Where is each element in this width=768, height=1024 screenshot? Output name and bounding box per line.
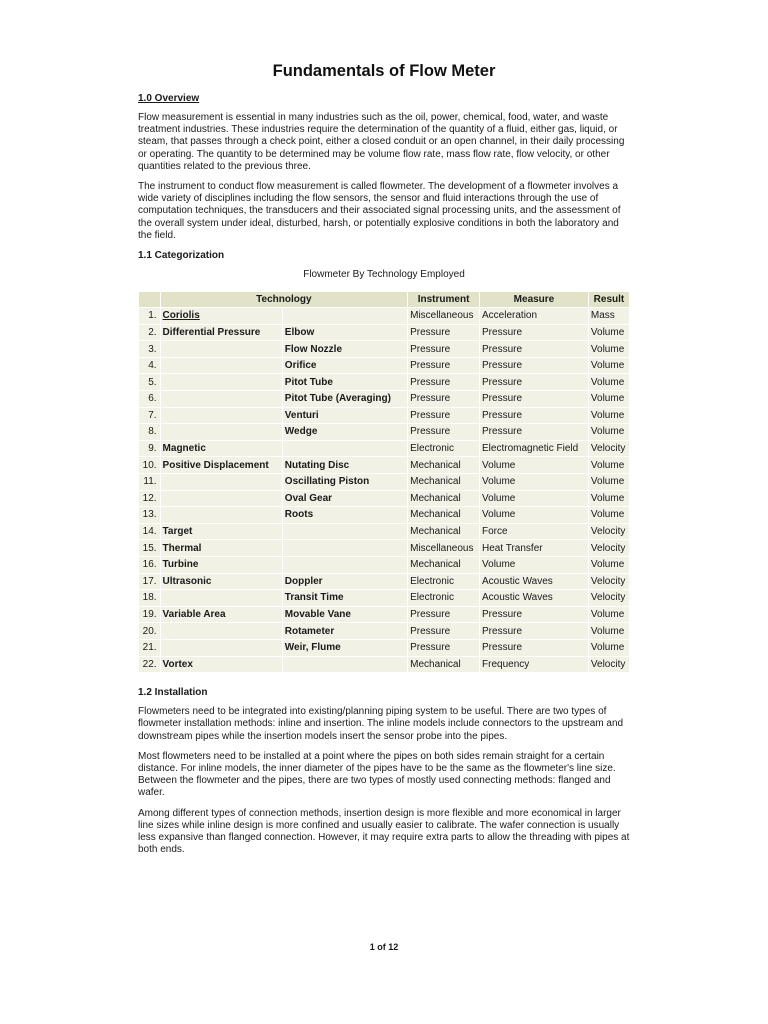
- row-number: 12.: [139, 491, 160, 507]
- technology-cell: Target: [161, 524, 282, 540]
- instrument-cell: Pressure: [408, 424, 479, 440]
- table-row: [139, 325, 629, 341]
- technology-cell: [161, 408, 282, 424]
- instrument-cell: Mechanical: [408, 507, 479, 523]
- technology-cell: [161, 374, 282, 390]
- measure-cell: Pressure: [480, 341, 588, 357]
- table-row: [139, 607, 629, 623]
- result-cell: Volume: [589, 491, 629, 507]
- technology-cell: [161, 424, 282, 440]
- table-row: [139, 474, 629, 490]
- subtype-cell: Transit Time: [283, 590, 407, 606]
- measure-cell: Electromagnetic Field: [480, 441, 588, 457]
- table-row: [139, 574, 629, 590]
- result-cell: Volume: [589, 325, 629, 341]
- instrument-cell: Electronic: [408, 441, 479, 457]
- instrument-cell: Pressure: [408, 640, 479, 656]
- measure-cell: Heat Transfer: [480, 540, 588, 556]
- subtype-cell: Weir, Flume: [283, 640, 407, 656]
- measure-cell: Acoustic Waves: [480, 574, 588, 590]
- subtype-cell: Flow Nozzle: [283, 341, 407, 357]
- result-cell: Velocity: [589, 590, 629, 606]
- subtype-cell: Oscillating Piston: [283, 474, 407, 490]
- table-row: [139, 507, 629, 523]
- row-number: 10.: [139, 457, 160, 473]
- result-cell: Volume: [589, 424, 629, 440]
- subtype-cell: [283, 540, 407, 556]
- header-result: Result: [589, 292, 629, 307]
- row-number: 11.: [139, 474, 160, 490]
- subtype-cell: [283, 657, 407, 673]
- result-cell: Volume: [589, 341, 629, 357]
- technology-cell: [161, 590, 282, 606]
- table-row: [139, 374, 629, 390]
- result-cell: Volume: [589, 408, 629, 424]
- result-cell: Velocity: [589, 540, 629, 556]
- result-cell: Volume: [589, 391, 629, 407]
- instrument-cell: Miscellaneous: [408, 540, 479, 556]
- technology-cell: Coriolis: [161, 308, 282, 324]
- instrument-cell: Mechanical: [408, 457, 479, 473]
- result-cell: Volume: [589, 374, 629, 390]
- instrument-cell: Mechanical: [408, 474, 479, 490]
- result-cell: Volume: [589, 457, 629, 473]
- technology-cell: [161, 474, 282, 490]
- instrument-cell: Miscellaneous: [408, 308, 479, 324]
- measure-cell: Pressure: [480, 607, 588, 623]
- result-cell: Velocity: [589, 657, 629, 673]
- table-row: [139, 657, 629, 673]
- measure-cell: Pressure: [480, 325, 588, 341]
- result-cell: Volume: [589, 623, 629, 639]
- subtype-cell: [283, 308, 407, 324]
- instrument-cell: Mechanical: [408, 557, 479, 573]
- instrument-cell: Mechanical: [408, 491, 479, 507]
- row-number: 8.: [139, 424, 160, 440]
- measure-cell: Pressure: [480, 623, 588, 639]
- technology-cell: [161, 358, 282, 374]
- subtype-cell: Pitot Tube: [283, 374, 407, 390]
- result-cell: Volume: [589, 507, 629, 523]
- result-cell: Volume: [589, 474, 629, 490]
- subtype-cell: Venturi: [283, 408, 407, 424]
- result-cell: Mass: [589, 308, 629, 324]
- instrument-cell: Pressure: [408, 374, 479, 390]
- table-row: [139, 391, 629, 407]
- overview-paragraph-2: The instrument to conduct flow measurement is called flowmeter. The development of a flowmeter involves a wide variety of disciplines including the flow sensors, the sensor and fluid interactions through the use of computation techniques, the transducers and their associated signal processing units, and the assessment of the overall system under ideal, disturbed, harsh, or potentially explosive conditions in both the laboratory and the field.: [138, 181, 621, 241]
- table-row: [139, 524, 629, 540]
- page-title: Fundamentals of Flow Meter: [272, 62, 496, 80]
- row-number: 2.: [139, 325, 160, 341]
- header-instrument: Instrument: [408, 292, 479, 307]
- measure-cell: Volume: [480, 457, 588, 473]
- instrument-cell: Pressure: [408, 325, 479, 341]
- result-cell: Volume: [589, 358, 629, 374]
- row-number: 5.: [139, 374, 160, 390]
- measure-cell: Pressure: [480, 408, 588, 424]
- subtype-cell: Rotameter: [283, 623, 407, 639]
- row-number: 17.: [139, 574, 160, 590]
- table-row: [139, 623, 629, 639]
- measure-cell: Acoustic Waves: [480, 590, 588, 606]
- technology-cell: Vortex: [161, 657, 282, 673]
- row-number: 15.: [139, 540, 160, 556]
- subtype-cell: Pitot Tube (Averaging): [283, 391, 407, 407]
- measure-cell: Frequency: [480, 657, 588, 673]
- row-number: 21.: [139, 640, 160, 656]
- row-number: 3.: [139, 341, 160, 357]
- subtype-cell: [283, 557, 407, 573]
- instrument-cell: Mechanical: [408, 524, 479, 540]
- row-number: 16.: [139, 557, 160, 573]
- measure-cell: Pressure: [480, 391, 588, 407]
- result-cell: Velocity: [589, 441, 629, 457]
- subtype-cell: Orifice: [283, 358, 407, 374]
- measure-cell: Force: [480, 524, 588, 540]
- row-number: 7.: [139, 408, 160, 424]
- measure-cell: Volume: [480, 557, 588, 573]
- installation-heading: 1.2 Installation: [138, 687, 208, 699]
- technology-cell: [161, 391, 282, 407]
- subtype-cell: Roots: [283, 507, 407, 523]
- table-row: [139, 358, 629, 374]
- table-row: [139, 408, 629, 424]
- row-number: 19.: [139, 607, 160, 623]
- installation-paragraph-1: Flowmeters need to be integrated into existing/planning piping system to be useful. There are two types of flowmeter installation methods: inline and insertion. The inline models include connectors to the upstream and downstream pipes while the insertion models insert the sensor probe into the pipes.: [138, 706, 624, 742]
- overview-paragraph-1: Flow measurement is essential in many industries such as the oil, power, chemical, food, water, and waste treatment industries. These industries require the determination of the quantity of a fluid, either gas, liquid, or steam, that passes through a check point, either a closed conduit or an open channel, in their daily processing or operating. The quantity to be determined may be volume flow rate, mass flow rate, flow velocity, or other quantities related to the previous three.: [138, 112, 625, 172]
- subtype-cell: Doppler: [283, 574, 407, 590]
- table-row: [139, 457, 629, 473]
- row-number: 9.: [139, 441, 160, 457]
- subtype-cell: [283, 441, 407, 457]
- table-row: [139, 308, 629, 324]
- technology-cell: Magnetic: [161, 441, 282, 457]
- row-number: 1.: [139, 308, 160, 324]
- measure-cell: Acceleration: [480, 308, 588, 324]
- table-row: [139, 441, 629, 457]
- technology-cell: Thermal: [161, 540, 282, 556]
- instrument-cell: Mechanical: [408, 657, 479, 673]
- technology-cell: Ultrasonic: [161, 574, 282, 590]
- table-row: [139, 540, 629, 556]
- measure-cell: Pressure: [480, 424, 588, 440]
- instrument-cell: Pressure: [408, 408, 479, 424]
- instrument-cell: Pressure: [408, 341, 479, 357]
- row-number: 13.: [139, 507, 160, 523]
- result-cell: Volume: [589, 640, 629, 656]
- subtype-cell: [283, 524, 407, 540]
- document-page: [138, 62, 630, 864]
- header-measure: Measure: [480, 292, 588, 307]
- result-cell: Volume: [589, 557, 629, 573]
- instrument-cell: Pressure: [408, 623, 479, 639]
- technology-cell: Turbine: [161, 557, 282, 573]
- table-header-row: [139, 292, 629, 307]
- table-row: [139, 640, 629, 656]
- table-caption: Flowmeter By Technology Employed: [303, 269, 465, 281]
- row-number: 4.: [139, 358, 160, 374]
- row-number: 22.: [139, 657, 160, 673]
- instrument-cell: Pressure: [408, 358, 479, 374]
- categorization-heading: 1.1 Categorization: [138, 250, 225, 262]
- measure-cell: Volume: [480, 491, 588, 507]
- technology-cell: [161, 640, 282, 656]
- installation-paragraph-3: Among different types of connection methods, insertion design is more flexible and more economical in larger line sizes while inline design is more confined and usually easier to calibrate. The wafer connection is usually less expansive than flanged connection. However, it may require extra parts to allow the threading with pipes at both ends.: [138, 807, 630, 856]
- technology-cell: [161, 341, 282, 357]
- table-row: [139, 424, 629, 440]
- instrument-cell: Electronic: [408, 574, 479, 590]
- measure-cell: Pressure: [480, 358, 588, 374]
- result-cell: Velocity: [589, 574, 629, 590]
- installation-paragraph-2: Most flowmeters need to be installed at a point where the pipes on both sides remain straight for a certain distance. For inline models, the inner diameter of the pipes have to be the same as the flowmeter's line size. Between the flowmeter and the pipes, there are two types of mostly used connecting methods: flanged and wafer.: [138, 750, 616, 799]
- page-number: 1 of 12: [369, 942, 399, 952]
- result-cell: Velocity: [589, 524, 629, 540]
- subtype-cell: Elbow: [283, 325, 407, 341]
- instrument-cell: Pressure: [408, 607, 479, 623]
- row-number: 14.: [139, 524, 160, 540]
- instrument-cell: Electronic: [408, 590, 479, 606]
- result-cell: Volume: [589, 607, 629, 623]
- row-number: 20.: [139, 623, 160, 639]
- technology-cell: [161, 623, 282, 639]
- header-technology: Technology: [161, 292, 408, 307]
- subtype-cell: Oval Gear: [283, 491, 407, 507]
- table-row: [139, 341, 629, 357]
- table-row: [139, 590, 629, 606]
- technology-cell: [161, 507, 282, 523]
- technology-cell: Variable Area: [161, 607, 282, 623]
- measure-cell: Volume: [480, 474, 588, 490]
- instrument-cell: Pressure: [408, 391, 479, 407]
- subtype-cell: Nutating Disc: [283, 457, 407, 473]
- subtype-cell: Wedge: [283, 424, 407, 440]
- measure-cell: Volume: [480, 507, 588, 523]
- flowmeter-table: [138, 291, 630, 673]
- technology-cell: Positive Displacement: [161, 457, 282, 473]
- table-row: [139, 491, 629, 507]
- header-num: [139, 292, 160, 307]
- technology-cell: [161, 491, 282, 507]
- overview-heading: 1.0 Overview: [138, 93, 200, 104]
- row-number: 18.: [139, 590, 160, 606]
- subtype-cell: Movable Vane: [283, 607, 407, 623]
- row-number: 6.: [139, 391, 160, 407]
- technology-cell: Differential Pressure: [161, 325, 282, 341]
- measure-cell: Pressure: [480, 640, 588, 656]
- table-row: [139, 557, 629, 573]
- measure-cell: Pressure: [480, 374, 588, 390]
